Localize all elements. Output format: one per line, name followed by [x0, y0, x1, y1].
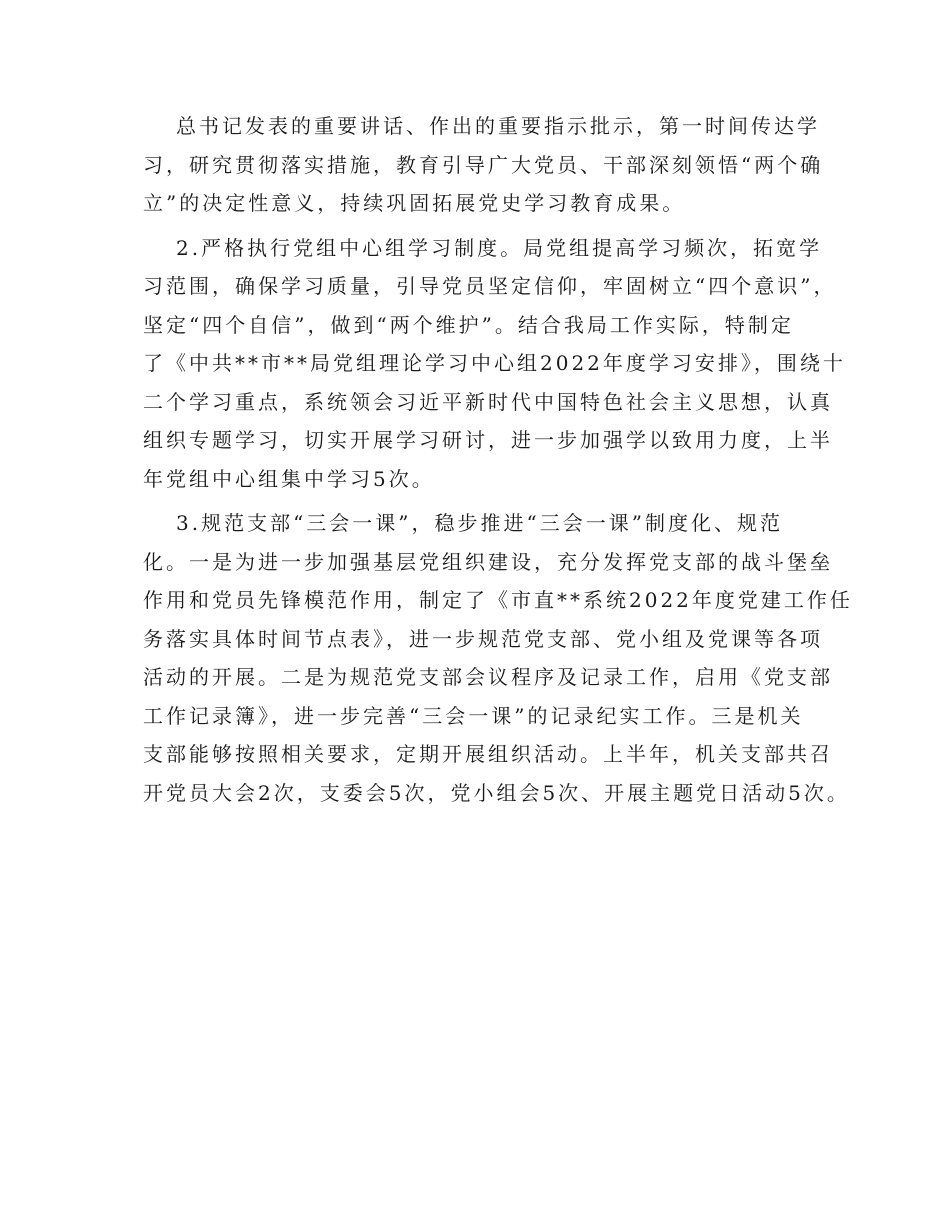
text-line: 2.严格执行党组中心组学习制度。局党组提高学习频次，拓宽学 [176, 235, 823, 260]
text-line: 组织专题学习，切实开展学习研讨，进一步加强学以致用力度，上半 [143, 428, 833, 452]
text-line: 3.规范支部“三会一课”，稳步推进“三会一课”制度化、规范 [176, 511, 783, 535]
paragraph-3 [143, 504, 853, 812]
text-line: 年党组中心组集中学习5次。 [143, 466, 435, 491]
text-line: 工作记录簿》，进一步完善“三会一课”的记录纪实工作。三是机关 [143, 703, 804, 728]
text-line: 坚定“四个自信”，做到“两个维护”。结合我局工作实际，特制定 [143, 312, 794, 337]
text-line: 化。一是为进一步加强基层党组织建设，充分发挥党支部的战斗堡垒 [143, 549, 833, 574]
text-line: 二个学习重点，系统领会习近平新时代中国特色社会主义思想，认真 [143, 389, 833, 414]
text-line: 习范围，确保学习质量，引导党员坚定信仰，牢固树立“四个意识”， [143, 274, 837, 298]
text-line: 支部能够按照相关要求，定期开展组织活动。上半年，机关支部共召 [143, 742, 833, 766]
text-line: 活动的开展。二是为规范党支部会议程序及记录工作，启用《党支部 [143, 665, 833, 689]
text-line: 总书记发表的重要讲话、作出的重要指示批示，第一时间传达学 [176, 114, 820, 138]
text-line: 立”的决定性意义，持续巩固拓展党史学习教育成果。 [143, 191, 686, 215]
document-page [143, 107, 853, 812]
text-line: 务落实具体时间节点表》，进一步规范党支部、党小组及党课等各项 [143, 626, 823, 651]
paragraph-2 [143, 229, 846, 499]
text-line: 习，研究贯彻落实措施，教育引导广大党员、干部深刻领悟“两个确 [143, 152, 824, 177]
paragraph-1 [143, 107, 843, 223]
text-line: 作用和党员先锋模范作用，制定了《市直**系统2022年度党建工作任 [143, 588, 853, 612]
text-line: 开党员大会2次，支委会5次，党小组会5次、开展主题党日活动5次。 [143, 780, 850, 805]
text-line: 了《中共**市**局党组理论学习中心组2022年度学习安排》，围绕十 [143, 351, 846, 375]
